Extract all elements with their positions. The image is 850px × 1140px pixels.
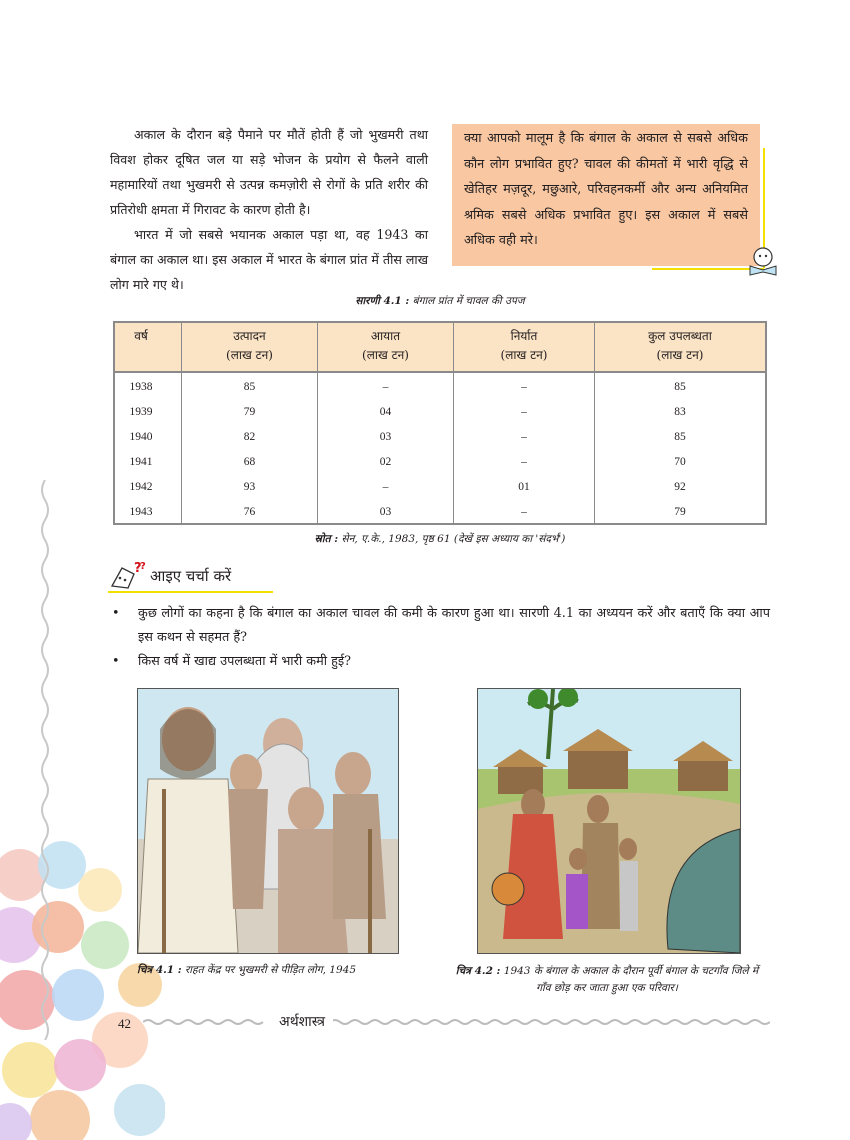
rice-table xyxy=(113,321,767,525)
page-number: 42 xyxy=(118,1016,131,1031)
discussion-questions xyxy=(110,602,770,674)
intro-text xyxy=(110,122,428,297)
table-row: 1940 82 03 – 85 xyxy=(129,431,686,443)
intro-paragraph-2: भारत में जो सबसे भयानक अकाल पड़ा था, वह 1943 का बंगाल का अकाल था। इस अकाल में भारत के बंगाल प्रांत में तीस लाख लोग मारे गए थे। xyxy=(110,227,428,292)
header-production: उत्पादन (लाख टन) xyxy=(226,329,273,362)
figure-4-1-caption xyxy=(137,963,417,977)
discuss-title: आइए चर्चा करें xyxy=(150,567,232,585)
info-box xyxy=(452,124,760,266)
table-row: 1939 79 04 – 83 xyxy=(129,406,686,418)
table-caption-label: सारणी 4.1 : xyxy=(355,295,410,307)
table-row: 1943 76 03 – 79 xyxy=(129,506,686,518)
book-title: अर्थशास्त्र xyxy=(271,1012,333,1031)
reader-icon xyxy=(746,246,780,276)
figure-4-2-text: 1943 के बंगाल के अकाल के दौरान पूर्वी बंगाल के चटगाँव जिले में गाँव छोड़ कर जाता हुआ एक परिवार। xyxy=(503,965,759,994)
figure-4-2-illustration xyxy=(477,688,741,954)
header-export: निर्यात (लाख टन) xyxy=(500,329,548,362)
figure-4-2-caption xyxy=(452,963,762,997)
table-caption xyxy=(110,294,770,308)
figure-4-1-label: चित्र 4.1 : xyxy=(137,964,182,976)
table-row: 1942 93 – 01 92 xyxy=(129,481,686,493)
discuss-underline xyxy=(108,591,273,593)
info-box-text: क्या आपको मालूम है कि बंगाल के अकाल से सबसे अधिक कौन लोग प्रभावित हुए? चावल की कीमतों में भारी वृद्धि से खेतिहर मज़दूर, मछुआरे, परिवहनकर्मी और अन्य अनियमित श्रमिक सबसे अधिक प्रभावित हुए। इस अकाल में सबसे अधिक वही मरे। xyxy=(464,131,748,248)
source-label: स्रोत : xyxy=(314,533,339,545)
header-year: वर्ष xyxy=(134,329,148,343)
figure-4-2-label: चित्र 4.2 : xyxy=(455,965,501,977)
table-caption-text: बंगाल प्रांत में चावल की उपज xyxy=(412,295,525,307)
table-row: 1938 85 – – 85 xyxy=(129,381,686,393)
figure-4-1-illustration xyxy=(137,688,399,954)
list-item: • कुछ लोगों का कहना है कि बंगाल का अकाल चावल की कमी के कारण हुआ था। सारणी 4.1 का अध्ययन करें और बताएँ कि क्या आप इस कथन से सहमत हैं? xyxy=(112,606,770,645)
list-item: • किस वर्ष में खाद्य उपलब्धता में भारी कमी हुई? xyxy=(112,654,352,669)
intro-paragraph-1: अकाल के दौरान बड़े पैमाने पर मौतें होती हैं जो भुखमरी तथा विवश होकर दूषित जल या सड़े भोजन के प्रयोग से फैलने वाली महामारियों तथा भुखमरी से उत्पन्न कमज़ोरी से रोगों के प्रति शरीर की प्रतिरोधी क्षमता में गिरावट के कारण होती है। xyxy=(110,127,428,217)
table-source xyxy=(110,532,770,546)
header-import: आयात (लाख टन) xyxy=(362,329,409,362)
footer-decoration-right xyxy=(330,1018,770,1026)
svg-text:?: ? xyxy=(140,561,146,572)
discuss-icon xyxy=(108,560,152,592)
table-row: 1941 68 02 – 70 xyxy=(129,456,686,468)
svg-text:?: ? xyxy=(134,561,142,576)
decorative-border-left xyxy=(38,480,52,1040)
source-text: सेन, ए.के., 1983, पृष्ठ 61 (देखें इस अध्याय का 'संदर्भ') xyxy=(341,533,566,545)
figure-4-1-text: राहत केंद्र पर भुखमरी से पीड़ित लोग, 1945 xyxy=(184,964,356,976)
header-availability: कुल उपलब्धता (लाख टन) xyxy=(648,329,712,362)
